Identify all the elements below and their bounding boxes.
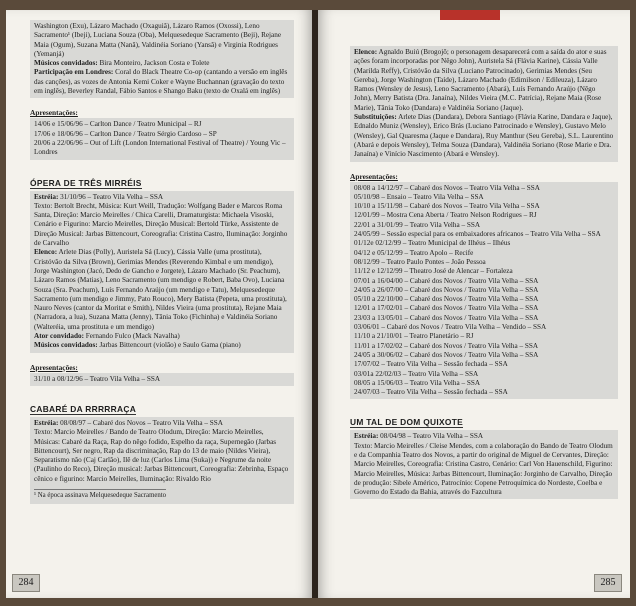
musicos-line	[34, 59, 290, 68]
cast-box	[30, 20, 294, 98]
participacao-label: Participação em Londres:	[34, 68, 114, 77]
elenco-label: Elenco:	[354, 48, 378, 56]
musicos-text: Bira Monteiro, Jackson Costa e Tolete	[97, 59, 210, 68]
opera-elenco-label: Elenco:	[34, 248, 58, 257]
apresentacoes-heading-right: Apresentações:	[350, 171, 398, 181]
apresentacoes-heading-1: Apresentações:	[30, 108, 78, 118]
dom-text: Texto: Marcio Meirelles / Cleise Mendes, com a colaboração do Bando de Teatro Olodum e da Companhia Teatro dos Novos, a partir do original de Miguel de Cervantes, Direção: Marcio Meirelles, Coreografia: Cristina Castro, Cenário: Carl Von Hauenschild, Figurino: Marcio Meirelles, Música: Jarbas Bittencourt, Iluminação: Jorginho de Carvalho, Direção de produção: Sibele Américo, Patrocínio: Copene Petroquímica do Nordeste, Coelba e Governo do Estado da Bahia, através do Fazcultura	[354, 441, 613, 497]
dom-estreia-label: Estréia:	[354, 432, 379, 441]
page-number-right: 285	[594, 574, 622, 592]
right-page	[318, 10, 630, 598]
elenco-text: Agnaldo Buiú (Brogojô; o personagem desaparecerá com a saída do ator e suas ações foram incorporadas por Nêgo John), Auristela Sá (Flávia Karine), Cássia Valle (Marilda Reffy), Cristóvão da Silva (Luciano Patrocinado), Gerimias Mendes (Seu Gereba), Jorge Washington (Taíde), Lázaro Machado (Edimilson / Edileuza), Lázaro Ramos (Wensley de Jesus), Leno Sacramento (Abará), Luís Fernando Araújo (Nêgo John), Merry Batista (Dra. Janaína), Nildes Vieira (M.C. Patrícia), Rejane Maia (Rose Marie), Tânia Toko (Dandara) e Valdinéia Soriano (Jaque).	[354, 48, 607, 112]
opera-estreia-line	[34, 193, 290, 202]
cabare-estreia-label: Estréia:	[34, 418, 59, 427]
apresentacoes-box-2	[30, 373, 294, 386]
opera-estreia: 31/10/96 – Teatro Vila Velha – SSA	[58, 192, 164, 201]
apresentacoes-list-2: 31/10 a 08/12/96 – Teatro Vila Velha – SSA	[34, 374, 161, 383]
apresentacoes-box-right	[350, 182, 618, 400]
subst-label: Substituições:	[354, 113, 397, 122]
bookmark-ribbon	[440, 10, 500, 20]
ator-label: Ator convidado:	[34, 332, 84, 341]
musicos-label: Músicos convidados:	[34, 59, 98, 68]
dom-estreia-line	[354, 432, 614, 441]
page-number-left: 284	[12, 574, 40, 592]
participacao-line	[34, 68, 290, 96]
subst-line	[354, 113, 614, 159]
musicos2-line	[34, 341, 290, 350]
elenco-box	[350, 46, 618, 162]
left-column	[30, 20, 294, 514]
opera-title: ÓPERA DE TRÊS MIRRÉIS	[30, 177, 142, 188]
ator-text: Fernando Fulco (Mack Navalha)	[83, 332, 180, 341]
opera-box	[30, 191, 294, 353]
dom-estreia: 08/04/98 – Teatro Vila Velha – SSA	[378, 432, 484, 441]
apresentacoes-list-right: 08/08 a 14/12/97 – Cabaré dos Novos – Teatro Vila Velha – SSA 05/10/98 – Ensaio – Teatro Vila Velha – SSA 10/10 a 15/11/98 – Cabaré dos Novos – Teatro Vila Velha – SSA 12/01/99 – Mostra Cena Aberta / Teatro Nelson Rodrigues – RJ 22/01 a 31/01/99 – Teatro Vila Velha – SSA 24/05/99 – Sessão especial para os embaixadores africanos – Teatro Vila Velha – SSA 01/12e 02/12/99 – Teatro Municipal de Ilhéus – Ilhéus 04/12 e 05/12/99 – Teatro Apolo – Recife 08/12/99 – Teatro Paulo Pontes – João Pessoa 11/12 e 12/12/99 – Theatro José de Alencar – Fortaleza 07/01 a 16/04/00 – Cabaré dos Novos / Teatro Vila Velha – SSA 24/05 a 26/07/00 – Cabaré dos Novos / Teatro Vila Velha – SSA 05/10 a 22/10/00 – Cabaré dos Novos / Teatro Vila Velha – SSA 12/01 a 17/02/01 – Cabaré dos Novos / Teatro Vila Velha – SSA 23/03 a 13/05/01 – Cabaré dos Novos / Teatro Vila Velha – SSA 03/06/01 – Cabaré dos Novos / Teatro Vila Velha – Vendido – SSA 11/10 a 21/10/01 – Teatro Planetário – RJ 11/01 a 17/02/02 – Cabaré dos Novos / Teatro Vila Velha – SSA 24/05 a 30/06/02 – Cabaré dos Novos / Teatro Vila Velha – SSA 17/07/02 – Teatro Vila Velha – Sessão fechada – SSA 03/01a 22/02/03 – Teatro Vila Velha – SSA 08/05 a 15/06/03 – Teatro Vila Velha – SSA 24/07/03 – Teatro Vila Velha – Sessão fechada – SSA	[354, 183, 601, 397]
apresentacoes-heading-2: Apresentações:	[30, 362, 78, 372]
opera-text: Texto: Bertolt Brecht, Música: Kurt Weill, Tradução: Wolfgang Bader e Marcos Roma Santa, Direção: Marcio Meirelles / Chica Carelli, Dramaturgista: Michaela Visoski, Cenário e Figurino: Marcio Meirelles, Direção Musical: Bertold Türke, Assistente de Direção Musical: Jarbas Bittencourt, Coreografia: Cristina Castro, Iluminação: Jorginho de Carvalho	[34, 201, 288, 248]
participacao-text: Coral do Black Theatre Co-op (cantando a versão em inglês das canções), as vozes de Antonia Kemi Coker e Wayne Buchannan (gravação do texto em inglês), Beverley Randal, Fábio Santos e Shango Baku (texto de Oxalá em inglês)	[34, 68, 288, 96]
left-page	[6, 10, 312, 598]
cabare-box	[30, 417, 294, 504]
cabare-title: CABARÉ DA RRRRRAÇA	[30, 403, 137, 414]
apresentacoes-box-1	[30, 118, 294, 159]
opera-elenco-line	[34, 248, 290, 332]
dom-quixote-box	[350, 430, 618, 499]
subst-text: Arlete Dias (Dandara), Debora Santiago (Flávia Karine, Dandara e Jaque), Ednaldo Muniz (Wensley), Erico Brás (Luciano Patrocinado e Wensley), Gustavo Melo (Wensley), Gal Quaresma (Jaque e Dandara), Ruy Manthur (Seu Gereba), S.L. Laurentino (Abará e depois Wensley), Telma Souza (Dandara), Valdinéia Soriano (Rose Marie e Dra. Janaína) e Vinício Nascimento (Abará e Wensley).	[354, 113, 614, 159]
opera-estreia-label: Estréia:	[34, 192, 59, 201]
elenco-line	[354, 48, 614, 113]
cast-text: Washington (Exu), Lázaro Machado (Oxaguiã), Lázaro Ramos (Oxossi), Leno Sacramento¹ (Ibeji), Luciana Souza (Oba), Melquesedeque Sacramento (Beji), Rejane Maia (Ogum), Suzana Matta (Nanã), Valdinéia Soriano (Yansã) e Virginia Rodrigues (Yemanjá)	[34, 22, 282, 58]
cabare-estreia: 08/08/97 – Cabaré dos Novos – Teatro Vila Velha – SSA	[58, 418, 223, 427]
musicos2-text: Jarbas Bittencourt (violão) e Saulo Gama (piano)	[97, 341, 241, 350]
dom-quixote-title: UM TAL DE DOM QUIXOTE	[350, 417, 464, 428]
apresentacoes-list-1: 14/06 e 15/06/96 – Carlton Dance / Teatro Municipal – RJ 17/06 e 18/06/96 – Carlton Dance / Teatro Sérgio Cardoso – SP 20/06 a 22/06/96 – Out of Lift (London International Festival of Theatre) / Young Vic – Londres	[34, 120, 286, 157]
musicos2-label: Músicos convidados:	[34, 341, 98, 350]
right-column	[350, 46, 618, 509]
footnote: ¹ Na época assinava Melquesedeque Sacramento	[34, 489, 166, 499]
cabare-estreia-line	[34, 419, 290, 428]
cabare-text: Texto: Marcio Meirelles / Bando de Teatro Olodum, Direção: Marcio Meirelles, Músicas: Cabaré da Raça, Rap do nêgo fodido, Espelho da raça, Supernegão (Jarbas Bittencourt), Ser negro, Rap da discriminação, Rap do 13 de maio (Nildes Vieira), Separatismo não (Caj Carlão), Ilê de luz (Carlos Lima (Suka)) e Negrume da noite (Paulinho do Reco), Direção musical: Jarbas Bittencourt, Coreografia: Zebrinha, Espaço cênico e figurino: Marcio Meirelles, Iluminação: Rivaldo Rio	[34, 428, 289, 483]
ator-line	[34, 332, 290, 341]
opera-elenco: Arlete Dias (Polly), Auristela Sá (Lucy), Cássia Valle (uma prostituta), Cristóvão da Silva (Brown), Gerimias Mendes (Reverendo Kimbal e um mendigo), Jorge Washington (Jacó, Dedo de Gancho e Jorgete), Lázaro Machado (Sr. Peachum), Lázaro Ramos (Matias), Leno Sacramento (um mendigo e Robert, Baba Ovo), Luciana Souza (Sra. Peachum), Luís Fernando Araújo (um mendigo e Tatu), Melquesedeque Sacramento (um mendigo e Jimmy, Pato Rouco), Mery Batista (Pepeta, uma prostituta), Nauro Neves (cantor da Moritat e Smith), Nildes Vieira (uma prostituta), Rejane Maia (Narradora, a lua), Suzana Matta (Jenny), Tânia Toko (Fichinha) e Valdinéia Soriano (Walteréia, uma prostituta e um mendigo)	[34, 248, 287, 331]
